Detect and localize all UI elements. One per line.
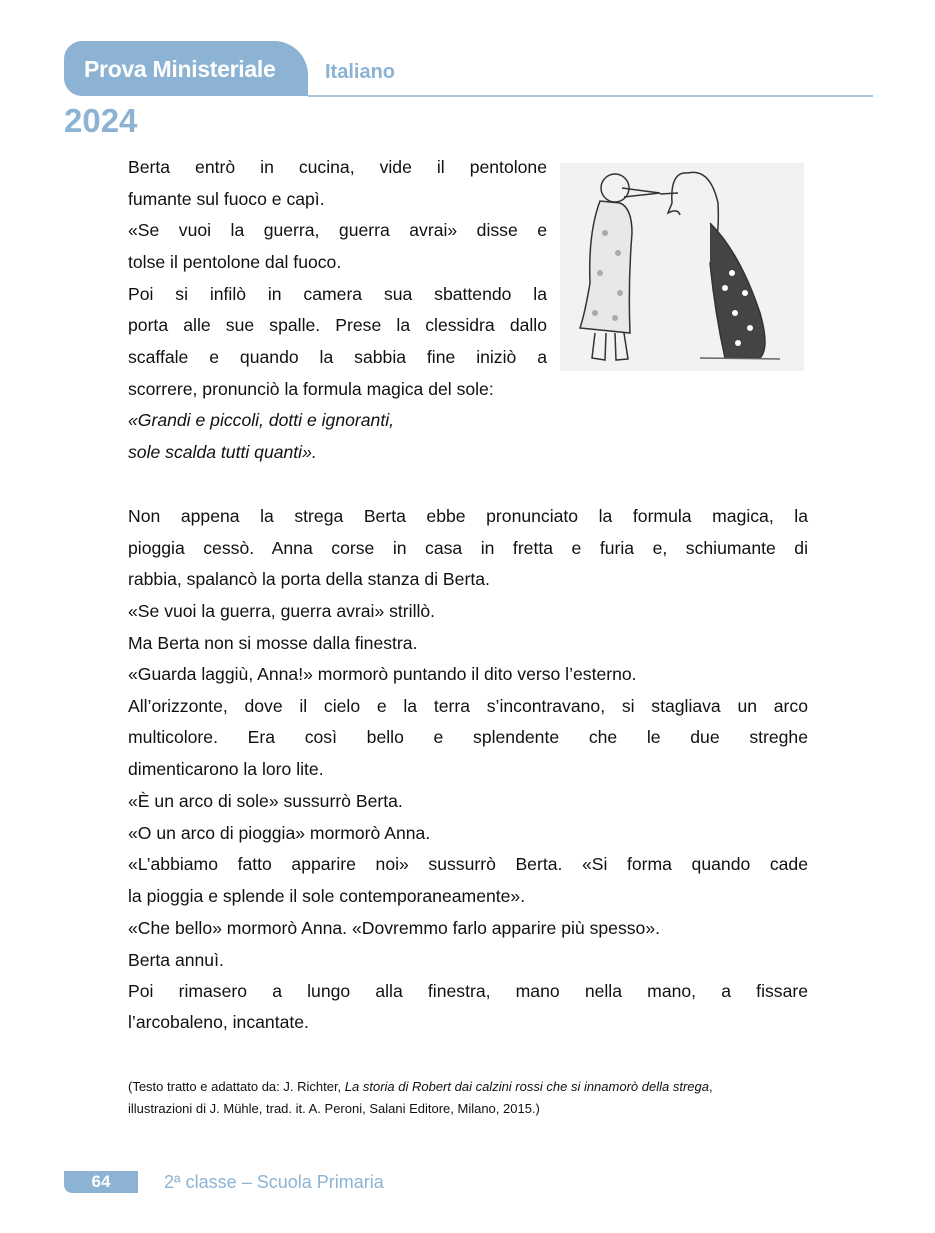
text-line: Berta annuì. xyxy=(128,950,224,970)
subject-label: Italiano xyxy=(325,61,396,83)
text-line: tolse il pentolone dal fuoco. xyxy=(128,252,342,272)
text-line: «Guarda laggiù, Anna!» mormorò puntando il dito verso l’esterno. xyxy=(128,664,637,684)
text-line: «Che bello» mormorò Anna. «Dovremmo farlo apparire più spesso». xyxy=(128,918,660,938)
text-line: fumante sul fuoco e capì. xyxy=(128,189,325,209)
text-line: «Se vuoi la guerra, guerra avrai» disse e xyxy=(128,220,547,240)
text-line: Ma Berta non si mosse dalla finestra. xyxy=(128,633,418,653)
text-line: scaffale e quando la sabbia fine iniziò a xyxy=(128,347,547,367)
text-line: «L’abbiamo fatto apparire noi» sussurrò Berta. «Si forma quando cade xyxy=(128,854,808,874)
text-line: Poi si infilò in camera sua sbattendo la xyxy=(128,284,547,304)
text-line: Poi rimasero a lungo alla finestra, mano nella mano, a fissare xyxy=(128,981,808,1001)
header-tab-label: Prova Ministeriale xyxy=(84,56,276,82)
footer-label: 2ª classe – Scuola Primaria xyxy=(164,1172,384,1192)
text-line: rabbia, spalancò la porta della stanza di Berta. xyxy=(128,569,490,589)
text-line: «O un arco di pioggia» mormorò Anna. xyxy=(128,823,431,843)
text-line: l’arcobaleno, incantate. xyxy=(128,1012,309,1032)
magic-formula-line: sole scalda tutti quanti». xyxy=(128,442,317,462)
source-reference-line2: illustrazioni di J. Mühle, trad. it. A. Peroni, Salani Editore, Milano, 2015.) xyxy=(128,1101,540,1116)
text-line: dimenticarono la loro lite. xyxy=(128,759,324,779)
text-line: scorrere, pronunciò la formula magica del sole: xyxy=(128,379,494,399)
witches-illustration xyxy=(560,163,804,371)
text-line: All’orizzonte, dove il cielo e la terra s’incontravano, si stagliava un arco xyxy=(128,696,808,716)
source-reference xyxy=(128,1077,713,1097)
reference-suffix: , xyxy=(708,1079,713,1094)
magic-formula-line: «Grandi e piccoli, dotti e ignoranti, xyxy=(128,410,395,430)
reference-prefix: (Testo tratto e adattato da: J. Richter, xyxy=(128,1079,345,1094)
text-line: Non appena la strega Berta ebbe pronunciato la formula magica, la xyxy=(128,506,808,526)
text-line: multicolore. Era così bello e splendente che le due streghe xyxy=(128,727,808,747)
text-line: Berta entrò in cucina, vide il pentolone xyxy=(128,157,547,177)
reference-title: La storia di Robert dai calzini rossi che si innamorò della strega xyxy=(344,1079,709,1094)
text-line: «Se vuoi la guerra, guerra avrai» strillò. xyxy=(128,601,436,621)
text-line: la pioggia e splende il sole contemporaneamente». xyxy=(128,886,526,906)
text-line: porta alle sue spalle. Prese la clessidra dallo xyxy=(128,315,547,335)
text-line: «È un arco di sole» sussurrò Berta. xyxy=(128,791,403,811)
page-number: 64 xyxy=(64,1171,138,1193)
year-label: 2024 xyxy=(64,102,138,139)
header-rule xyxy=(308,95,873,97)
text-line: pioggia cessò. Anna corse in casa in fretta e furia e, schiumante di xyxy=(128,538,808,558)
